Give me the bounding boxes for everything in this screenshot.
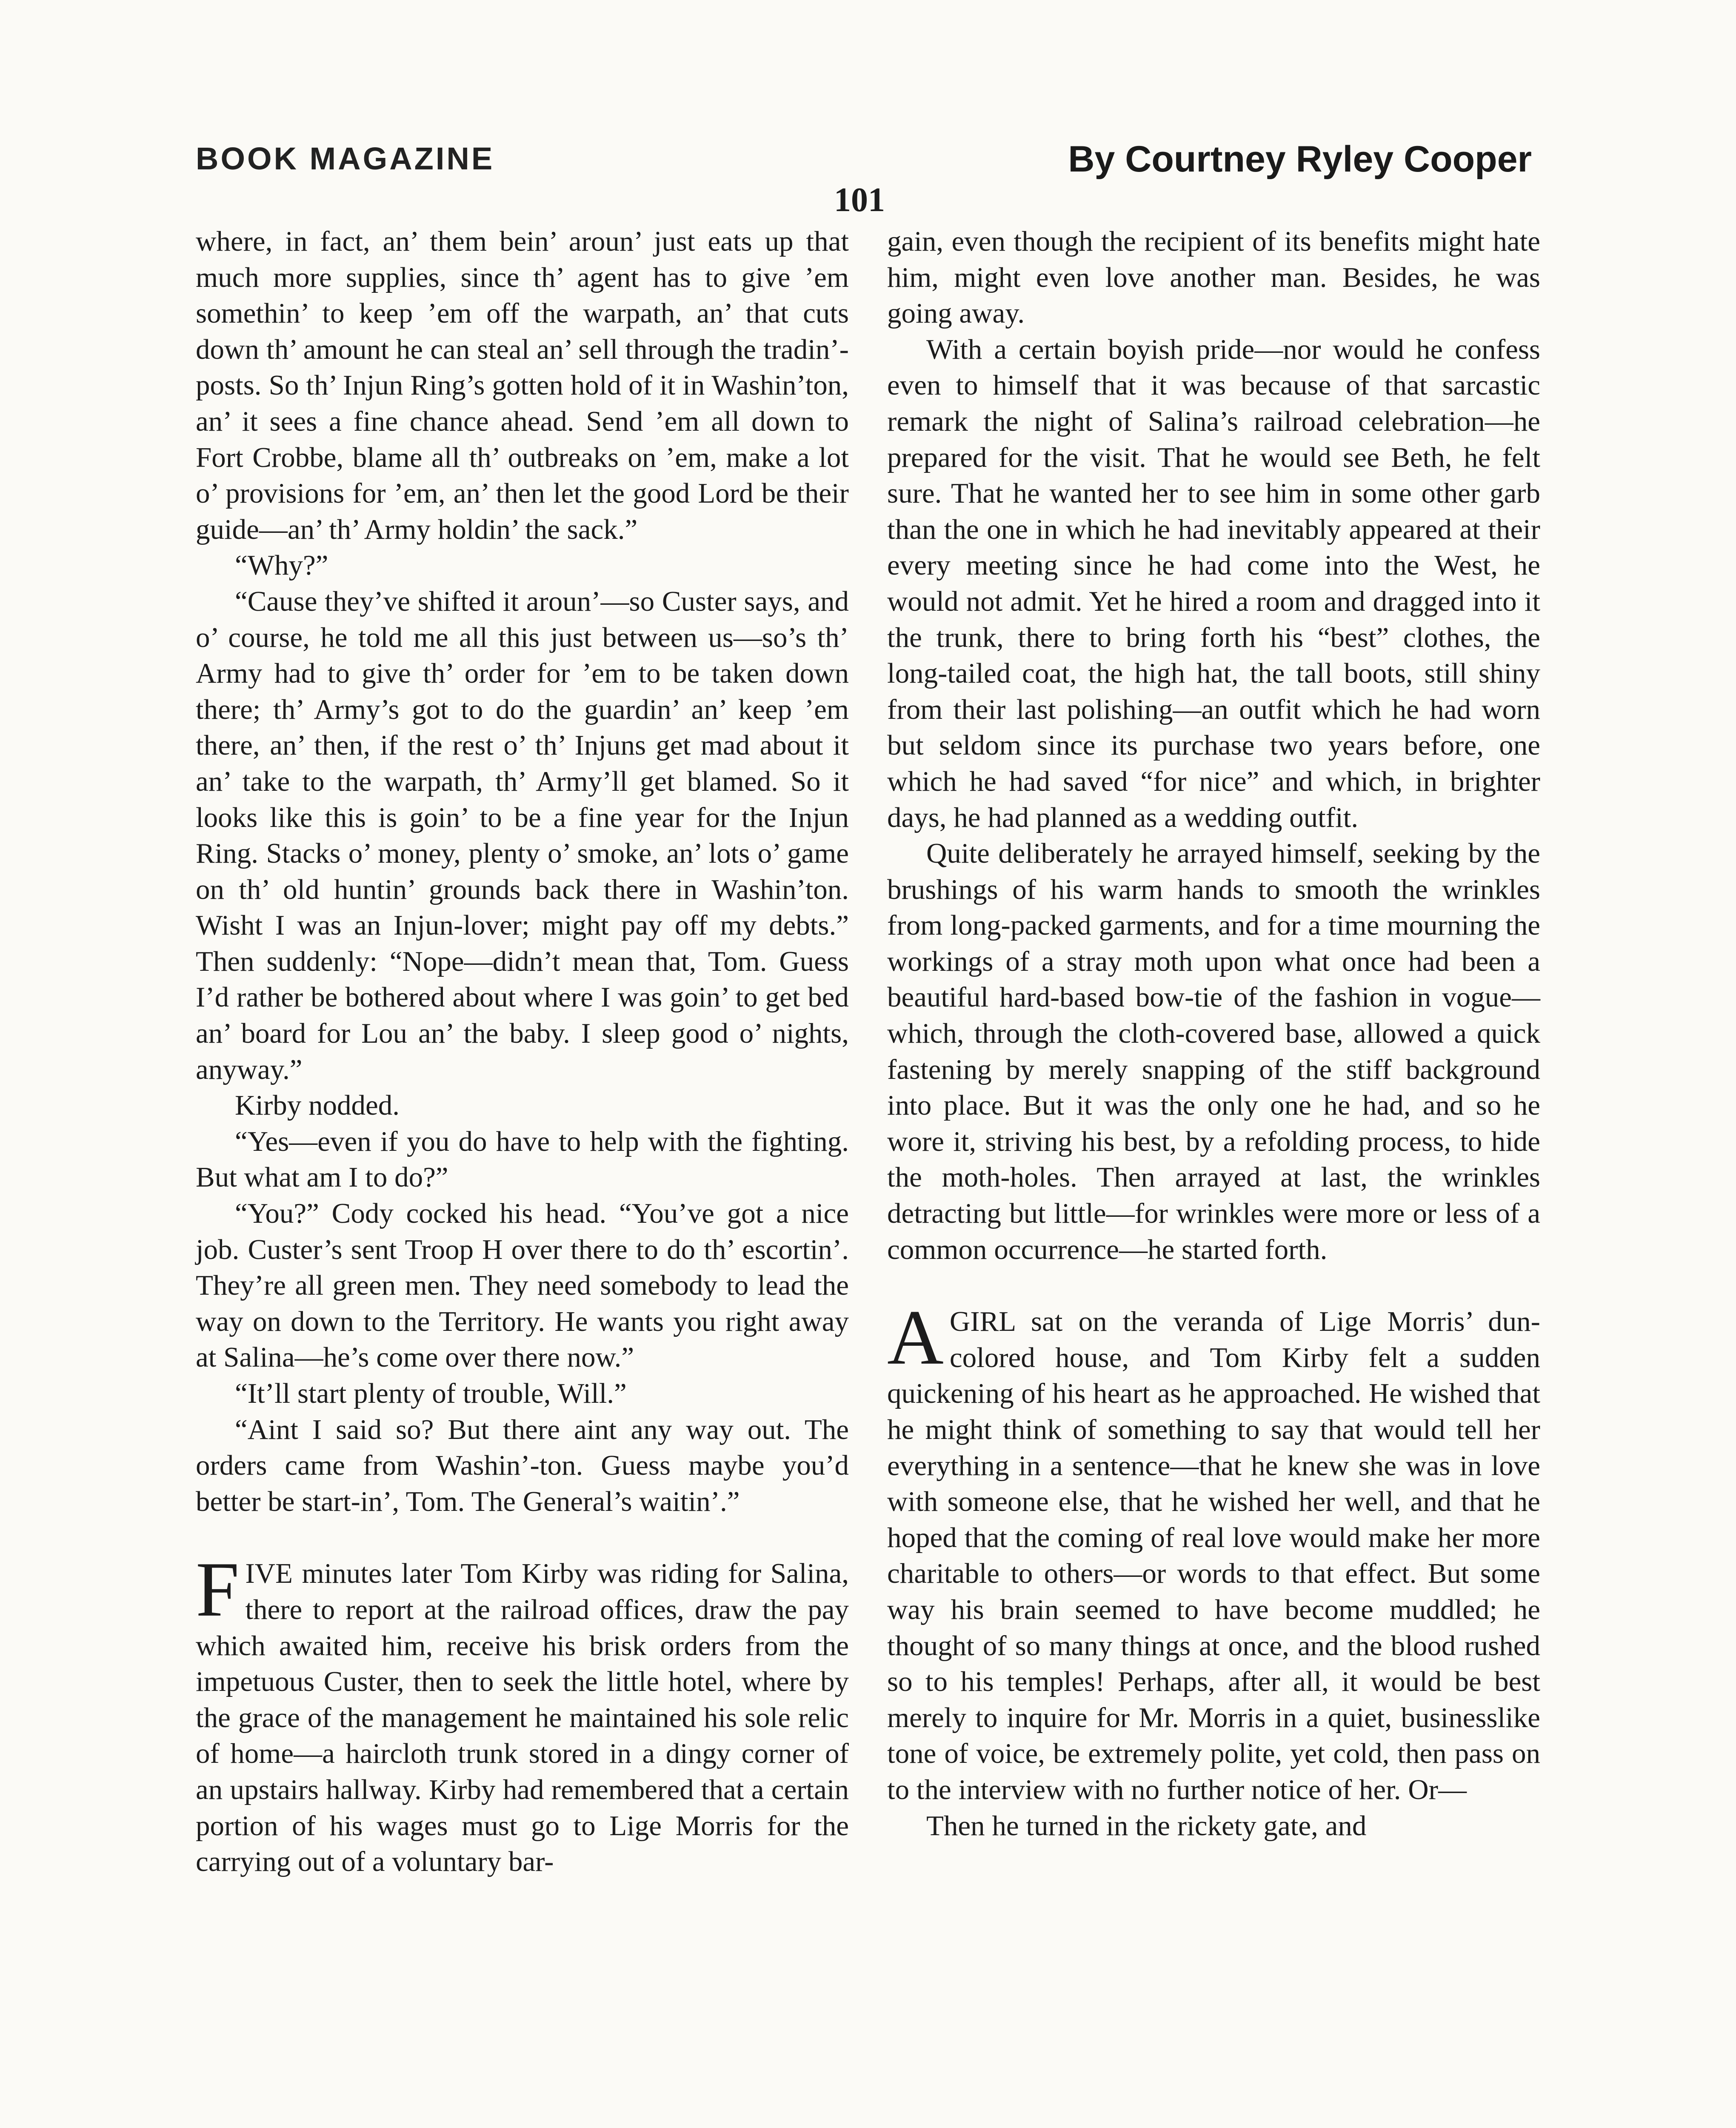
paragraph: “Cause they’ve shifted it aroun’—so Custer says, and o’ course, he told me all this just between us—so’s th’ Army had to give th’ order for ’em to be taken down there; th’ Army’s got to do the guardin’ an’ keep ’em there, an’ then, if the rest o’ th’ Injuns get mad about it an’ take to the warpath, th’ Army’ll get blamed. So it looks like this is goin’ to be a fine year for the Injun Ring. Stacks o’ money, plenty o’ smoke, an’ lots o’ game on th’ old huntin’ grounds back there in Washin’ton. Wisht I was an Injun-lover; might pay off my debts.” Then suddenly: “Nope—didn’t mean that, Tom. Guess I’d rather be bothered about where I was goin’ to get bed an’ board for Lou an’ the baby. I sleep good o’ nights, anyway.”: [196, 585, 849, 1085]
paragraph: “You?” Cody cocked his head. “You’ve got a nice job. Custer’s sent Troop H over there to do th’ escortin’. They’re all green men. They need somebody to lead the way on down to the Territory. He wants you right away at Salina—he’s come over there now.”: [196, 1198, 849, 1373]
running-header-magazine: BOOK MAGAZINE: [196, 141, 495, 176]
paragraph-text: GIRL sat on the veranda of Lige Morris’ dun-colored house, and Tom Kirby felt a sudden quickening of his heart as he approached. He wished that he might think of something to say that would tell her everything in a sentence—that he knew she was in love with someone else, that he wished her well, and that he hoped that the coming of real love would make her more charitable to others—or words to that effect. But some way his brain seemed to have become muddled; he thought of so many things at once, and the blood rushed so to his temples! Perhaps, after all, it would be best merely to inquire for Mr. Morris in a quiet, businesslike tone of voice, be extremely polite, yet cold, then pass on to the interview with no further notice of her. Or—: [887, 1306, 1540, 1805]
paragraph: Quite deliberately he arrayed himself, seeking by the brushings of his warm hands to smooth the wrinkles from long-packed garments, and for a time mourning the workings of a stray moth upon what once had been a beautiful hard-based bow-tie of the fashion in vogue—which, through the cloth-covered base, allowed a quick fastening by merely snapping of the stiff background into place. But it was the only one he had, and so he wore it, striving his best, by a refolding process, to hide the moth-holes. Then arrayed at last, the wrinkles detracting but little—for wrinkles were more or less of a common occurrence—he started forth.: [887, 838, 1540, 1265]
paragraph: “Why?”: [235, 549, 328, 581]
paragraph: “Yes—even if you do have to help with the fighting. But what am I to do?”: [196, 1125, 849, 1193]
drop-cap: A: [887, 1294, 944, 1381]
paragraph: Then he turned in the rickety gate, and: [926, 1810, 1367, 1842]
paragraph: “Aint I said so? But there aint any way out. The orders came from Washin’-ton. Guess maybe you’d better be start-in’, Tom. The General’s waitin’.”: [196, 1413, 849, 1517]
paragraph: where, in fact, an’ them bein’ aroun’ just eats up that much more supplies, since th’ agent has to give ’em somethin’ to keep ’em off the warpath, an’ that cuts down th’ amount he can steal an’ sell through the tradin’-posts. So th’ Injun Ring’s gotten hold of it in Washin’ton, an’ it sees a fine chance ahead. Send ’em all down to Fort Crobbe, blame all th’ outbreaks on ’em, make a lot o’ provisions for ’em, an’ then let the good Lord be their guide—an’ th’ Army holdin’ the sack.”: [196, 226, 849, 545]
section-paragraph: [196, 1546, 849, 1879]
paragraph: “It’ll start plenty of trouble, Will.”: [235, 1378, 627, 1409]
section-paragraph: [887, 1294, 1540, 1808]
paragraph: With a certain boyish pride—nor would he confess even to himself that it was because of that sarcastic remark the night of Salina’s railroad celebration—he prepared for the visit. That he would see Beth, he felt sure. That he wanted her to see him in some other garb than the one in which he had inevitably appeared at their every meeting since he had come into the West, he would not admit. Yet he hired a room and dragged into it the trunk, there to bring forth his “best” clothes, the long-tailed coat, the high hat, the tall boots, still shiny from their last polishing—an outfit which he had worn but seldom since its purchase two years before, one which he had saved “for nice” and which, in brighter days, he had planned as a wedding outfit.: [887, 333, 1540, 833]
running-header-author: By Courtney Ryley Cooper: [1068, 139, 1532, 180]
page-number: 101: [834, 181, 885, 219]
text-column-left: [196, 223, 849, 1880]
paragraph: gain, even though the recipient of its benefits might hate him, might even love another man. Besides, he was going away.: [887, 226, 1540, 329]
paragraph-text: IVE minutes later Tom Kirby was riding for Salina, there to report at the railroad offices, draw the pay which awaited him, receive his brisk orders from the impetuous Custer, then to seek the little hotel, where by the grace of the management he maintained his sole relic of home—a haircloth trunk stored in a dingy corner of an upstairs hallway. Kirby had remembered that a certain portion of his wages must go to Lige Morris for the carrying out of a voluntary bar-: [196, 1558, 849, 1878]
drop-cap: F: [196, 1546, 240, 1633]
text-column-right: [887, 223, 1540, 1844]
paragraph: Kirby nodded.: [235, 1090, 400, 1121]
